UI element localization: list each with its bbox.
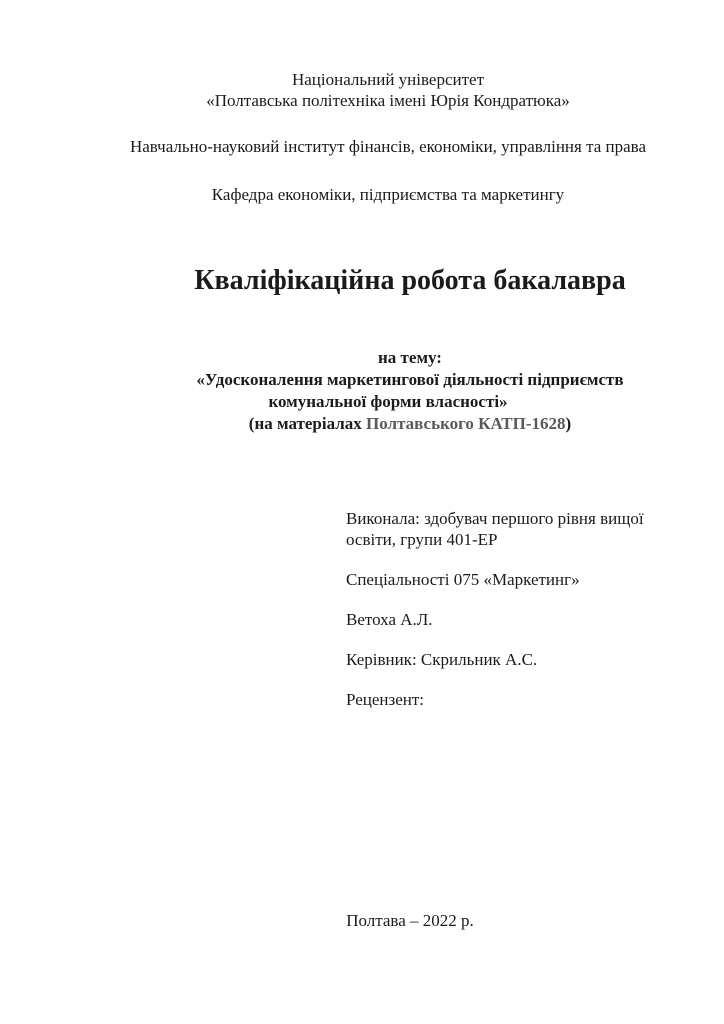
topic-label: на тему:: [378, 348, 442, 367]
university-name-block: [86, 69, 690, 111]
university-name-line2: «Полтавська політехніка імені Юрія Кондратюка»: [206, 91, 570, 110]
topic-materials-line: [86, 413, 690, 435]
city-year-footer: Полтава – 2022 р.: [346, 911, 474, 930]
topic-block: [86, 347, 690, 435]
thesis-title: Кваліфікаційна робота бакалавра: [194, 265, 626, 296]
supervisor-name: Керівник: Скрильник А.С.: [346, 650, 538, 669]
institute-name: Навчально-науковий інститут фінансів, економіки, управління та права: [129, 137, 647, 156]
topic-line1: «Удосконалення маркетингової діяльності підприємств: [196, 370, 624, 389]
materials-prefix: (на матеріалах: [248, 414, 367, 433]
topic-line2: комунальної форми власності»: [268, 392, 508, 411]
specialty-text: Спеціальності 075 «Маркетинг»: [346, 570, 580, 589]
reviewer-label: Рецензент:: [346, 690, 425, 709]
executor-block: [346, 508, 678, 710]
materials-suffix: ): [565, 414, 572, 433]
department-name: Кафедра економіки, підприємства та маркетингу: [211, 185, 565, 204]
author-name: Ветоха А.Л.: [346, 610, 433, 629]
university-name-line1: Національний університет: [291, 70, 485, 89]
materials-company-name: Полтавського КАТП-1628: [366, 414, 566, 433]
performed-by-text: Виконала: здобувач першого рівня вищої освіти, групи 401-ЕР: [346, 509, 644, 549]
